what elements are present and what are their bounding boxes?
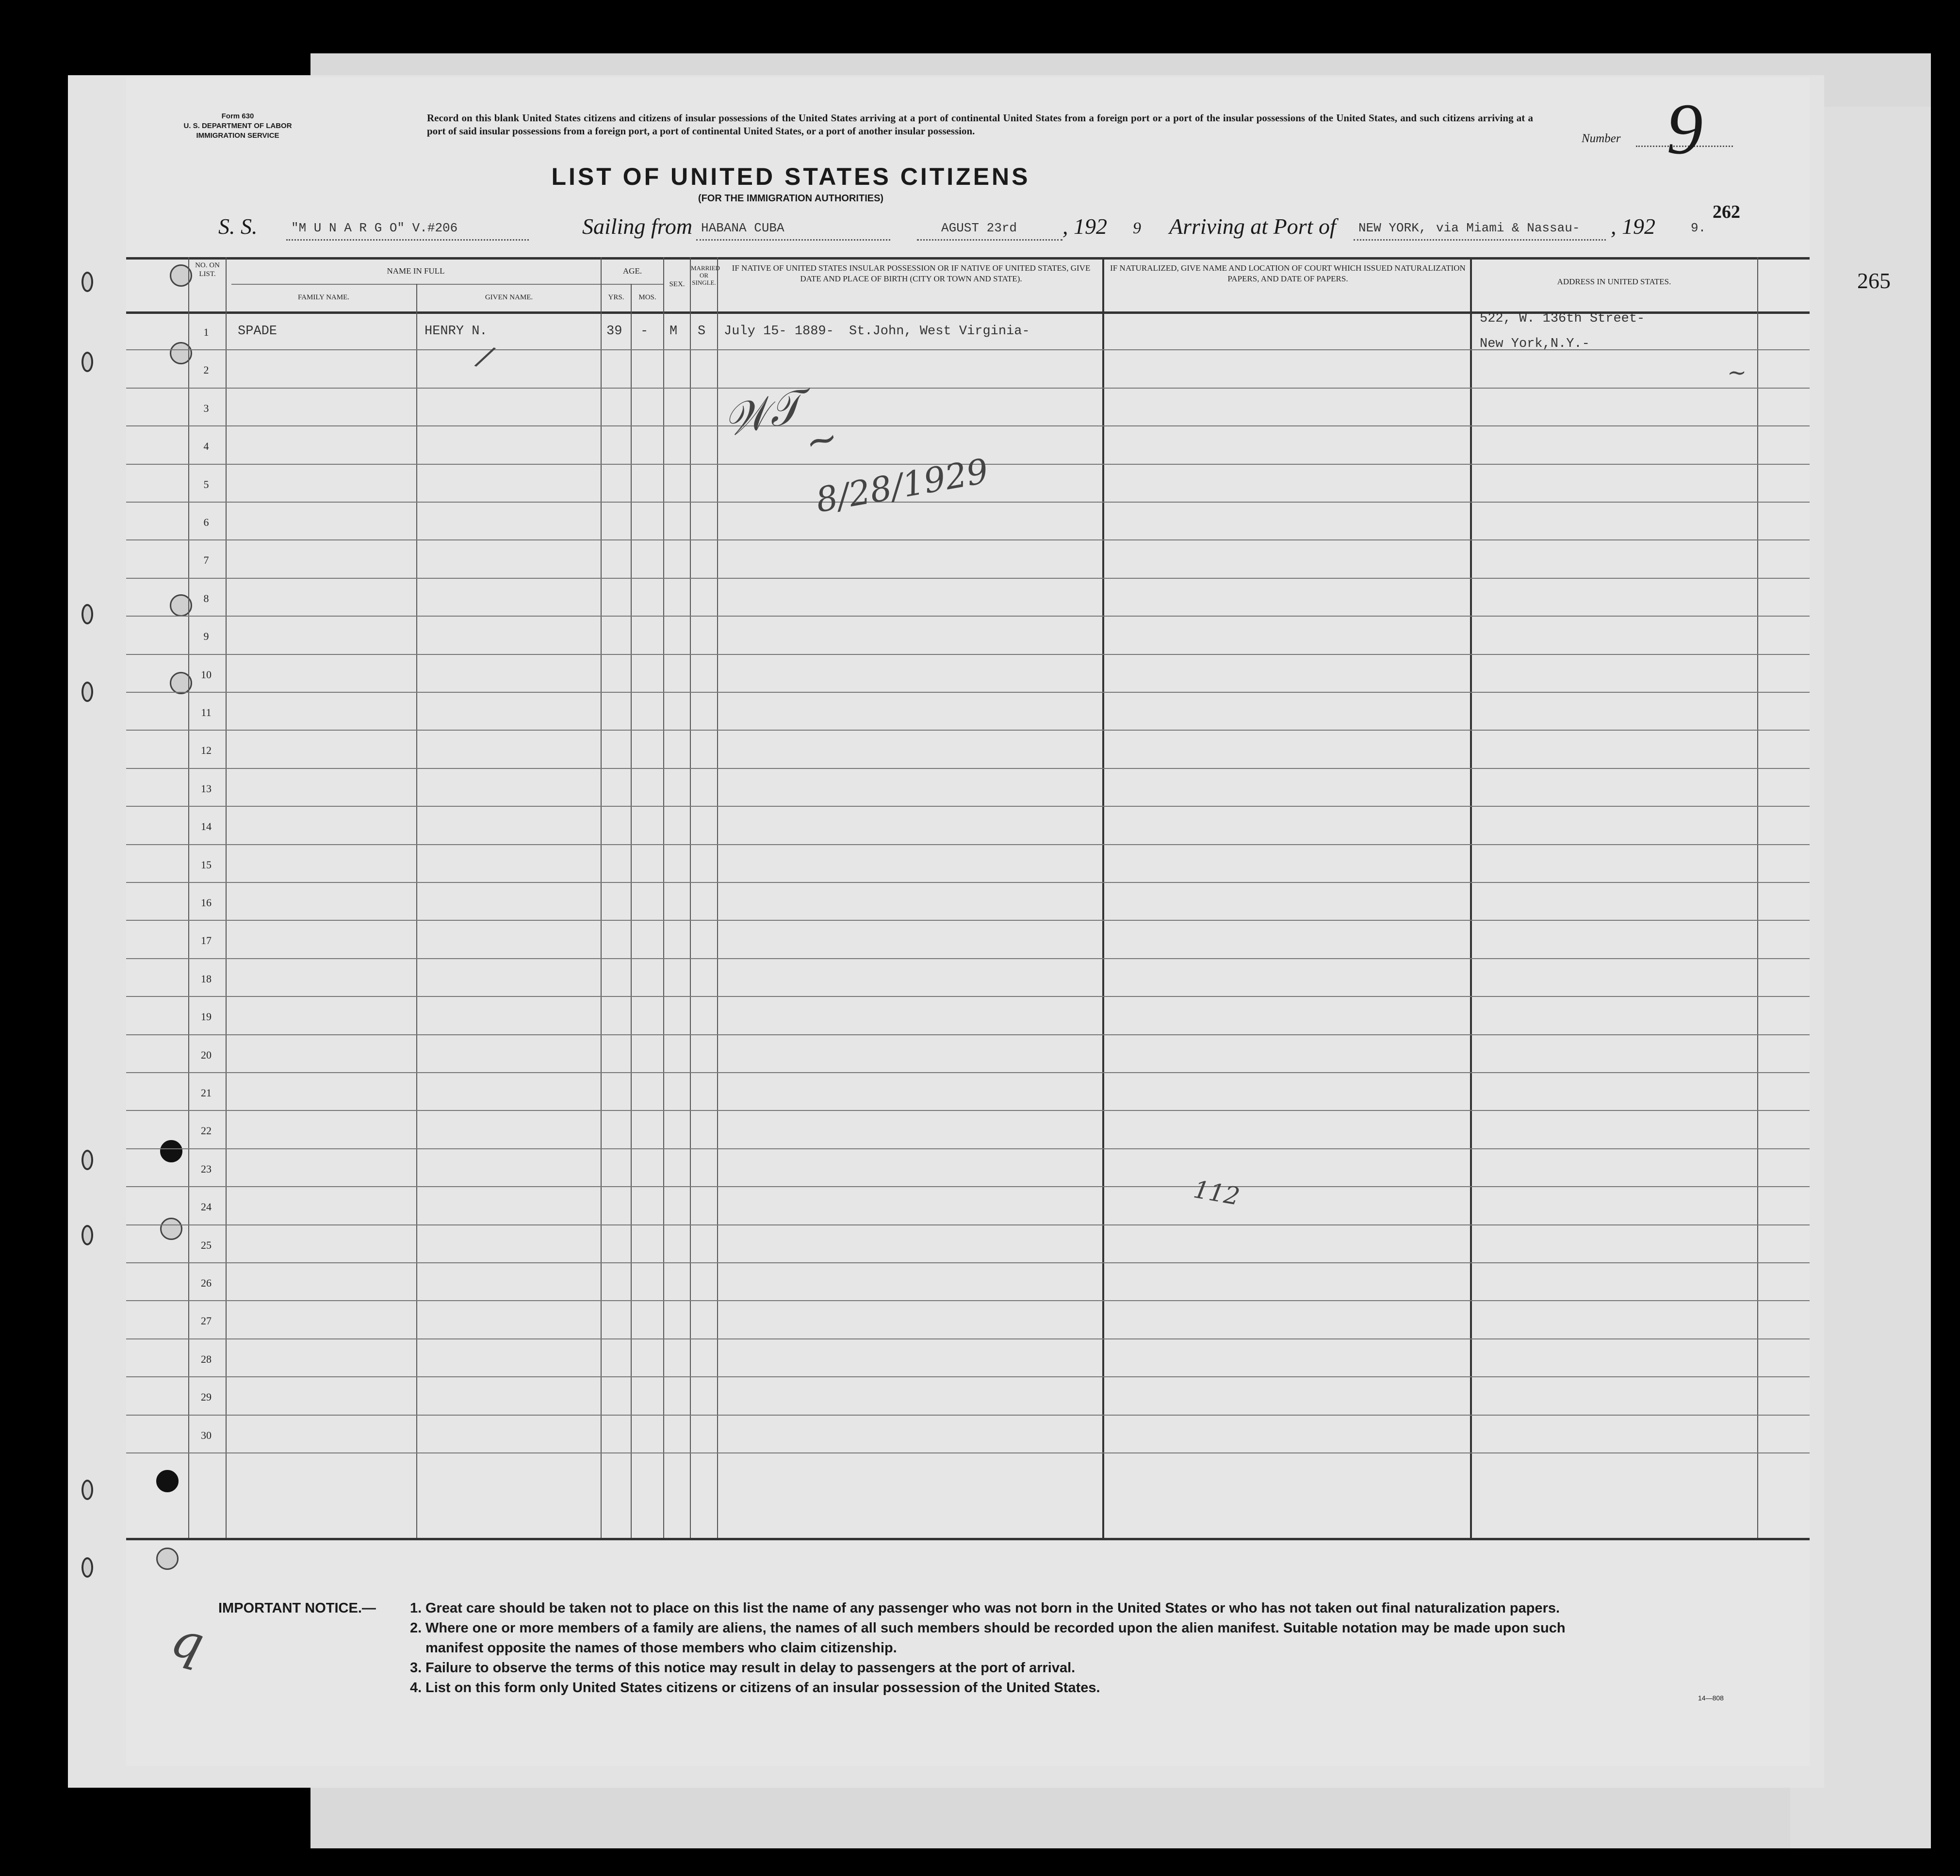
header-age: AGE. <box>622 266 642 276</box>
row-rule <box>126 1224 1810 1225</box>
header-mos: MOS. <box>638 294 656 301</box>
notice-item-text: Great care should be taken not to place on this list the name of any passenger who was not born in the United States or who has not taken out final naturalization papers. <box>425 1600 1560 1616</box>
row-number: 26 <box>201 1277 212 1289</box>
manifest-page <box>126 78 1810 1766</box>
ship-name: "M U N A R G O" V.#206 <box>291 221 458 235</box>
ship-line <box>286 239 529 241</box>
notice-item <box>410 1658 1075 1678</box>
row-number: 10 <box>201 668 212 681</box>
row-rule <box>126 1300 1810 1301</box>
row-number: 27 <box>201 1315 212 1327</box>
stamp-number: 112 <box>1191 1175 1242 1211</box>
row-number: 19 <box>201 1011 212 1023</box>
row-rule <box>126 1376 1810 1377</box>
notice-item-text: manifest opposite the names of those members who claim citizenship. <box>425 1640 897 1656</box>
form-subtitle: (FOR THE IMMIGRATION AUTHORITIES) <box>698 193 884 204</box>
row-rule <box>126 1110 1810 1111</box>
name-subheader-rule <box>231 284 663 285</box>
cell-mos: - <box>640 324 649 339</box>
year2-digit: 9. <box>1691 221 1706 235</box>
table-top-rule <box>126 257 1810 260</box>
col-rule <box>717 257 718 1538</box>
col-rule <box>601 257 602 1538</box>
col-rule <box>631 284 632 1538</box>
row-rule <box>126 502 1810 503</box>
department: U. S. DEPARTMENT OF LABOR <box>183 122 292 130</box>
cell-address2: New York,N.Y.- <box>1480 337 1590 351</box>
header-given-name: GIVEN NAME. <box>485 294 533 301</box>
row-number: 7 <box>203 554 209 567</box>
row-rule <box>126 1186 1810 1187</box>
row-rule <box>126 844 1810 845</box>
cell-sex: M <box>670 324 678 339</box>
notice-item-text: Failure to observe the terms of this notice may result in delay to passengers at the port of arrival. <box>425 1660 1076 1676</box>
notice-item <box>410 1638 897 1658</box>
header-name-in-full: NAME IN FULL <box>387 266 445 276</box>
cell-birth-place: St.John, West Virginia- <box>849 324 1030 339</box>
tick-mark: / <box>474 339 496 375</box>
row-number: 16 <box>201 897 212 909</box>
row-rule <box>126 616 1810 617</box>
service: IMMIGRATION SERVICE <box>196 131 279 140</box>
passenger-table <box>126 257 1810 1538</box>
notice-heading: IMPORTANT NOTICE.— <box>218 1600 376 1616</box>
row-rule <box>126 920 1810 921</box>
row-number: 9 <box>203 630 209 643</box>
punch-hole <box>82 1480 93 1500</box>
row-number: 12 <box>201 744 212 757</box>
handwritten-date: 8/28/1929 <box>813 451 992 521</box>
form-identifier <box>146 112 330 141</box>
handwritten-initials: 𝒲𝒯 <box>718 380 807 447</box>
col-rule <box>690 257 691 1538</box>
col-rule <box>1757 257 1758 1538</box>
row-rule <box>126 1034 1810 1035</box>
row-rule <box>126 1148 1810 1149</box>
sailing-label: Sailing from <box>582 214 693 239</box>
row-rule <box>126 958 1810 959</box>
notice-item-number: 3. <box>410 1660 422 1676</box>
row-rule <box>126 1452 1810 1453</box>
port-to-line <box>1354 239 1606 241</box>
row-number: 11 <box>201 706 212 718</box>
handwritten-check: ~ <box>1727 359 1747 386</box>
row-number: 28 <box>201 1353 212 1365</box>
row-rule <box>126 806 1810 807</box>
col-rule <box>663 257 664 1538</box>
row-number: 30 <box>201 1429 212 1441</box>
row-number: 13 <box>201 782 212 795</box>
punch-hole <box>82 1150 93 1170</box>
cell-family: SPADE <box>238 324 278 339</box>
row-number: 8 <box>203 592 209 604</box>
row-rule <box>126 425 1810 426</box>
year-digit: 9 <box>1133 219 1141 237</box>
cell-married: S <box>698 324 706 339</box>
cell-yrs: 39 <box>606 324 622 339</box>
notice-item <box>410 1599 1560 1618</box>
row-rule <box>126 388 1810 389</box>
punch-hole <box>82 272 93 292</box>
row-number: 24 <box>201 1201 212 1213</box>
row-rule <box>126 730 1810 731</box>
row-number: 1 <box>203 326 209 338</box>
row-rule <box>126 1415 1810 1416</box>
row-rule <box>126 882 1810 883</box>
year-label: , 192 <box>1062 214 1107 239</box>
punch-hole <box>82 604 93 624</box>
col-rule <box>1470 257 1472 1538</box>
row-rule <box>126 578 1810 579</box>
handwritten-mark: ~ <box>800 414 843 466</box>
row-rule <box>126 654 1810 655</box>
row-number: 17 <box>201 934 212 947</box>
row-rule <box>126 1262 1810 1263</box>
col-rule <box>188 257 189 1538</box>
notice-item-number: 4. <box>410 1680 422 1696</box>
row-rule <box>126 996 1810 997</box>
date-line <box>917 239 1062 241</box>
handwritten-q: q <box>165 1610 211 1673</box>
port-from: HABANA CUBA <box>701 221 784 235</box>
row-number: 18 <box>201 972 212 985</box>
arriving-label: Arriving at Port of <box>1169 214 1336 239</box>
ss-label: S. S. <box>218 214 258 239</box>
row-number: 21 <box>201 1087 212 1099</box>
port-to: NEW YORK, <box>1358 221 1427 235</box>
row-number: 29 <box>201 1391 212 1403</box>
punch-hole <box>82 682 93 702</box>
page-number: 262 <box>1713 202 1740 222</box>
port-from-line <box>696 239 890 241</box>
col-rule <box>1102 257 1104 1538</box>
header-yrs: YRS. <box>608 294 624 301</box>
via-ports: via Miami & Nassau- <box>1436 221 1580 235</box>
print-code: 14—808 <box>1698 1694 1724 1702</box>
row-rule <box>126 539 1810 540</box>
cell-birth-date: July 15- 1889- <box>724 324 834 339</box>
header-married-single: MARRIED OR SINGLE. <box>691 264 720 286</box>
row-number: 15 <box>201 858 212 871</box>
list-number: 9 <box>1666 89 1703 169</box>
row-rule <box>126 692 1810 693</box>
adjacent-page-number: 265 <box>1857 268 1891 293</box>
row-number: 5 <box>203 478 209 490</box>
notice-item-number: 2. <box>410 1620 422 1636</box>
year2-label: , 192 <box>1611 214 1655 239</box>
row-number: 2 <box>203 364 209 376</box>
header-naturalized: IF NATURALIZED, GIVE NAME AND LOCATION OF COURT WHICH ISSUED NATURALIZATION PAPERS, AND DATE OF PAPERS. <box>1110 263 1466 283</box>
header-address: ADDRESS IN UNITED STATES. <box>1557 277 1671 286</box>
form-number: Form 630 <box>221 112 254 120</box>
header-sex: SEX. <box>669 280 685 288</box>
col-rule <box>416 284 417 1538</box>
notice-item-number: 1. <box>410 1600 422 1616</box>
notice-item <box>410 1618 1566 1638</box>
row-number: 20 <box>201 1048 212 1061</box>
sailing-date: AGUST 23rd <box>941 221 1017 235</box>
binder-hole <box>156 1548 179 1570</box>
form-instructions: Record on this blank United States citizens and citizens of insular possessions of the United States arriving at a port of continental United States from a foreign port or a port of the insular possessions of the United States, and such citizens arriving at a port of said insular possessions from a foreign port, a port of continental United States, or a port of another insular possession. <box>427 112 1533 137</box>
number-label: Number <box>1582 132 1621 145</box>
row-number: 14 <box>201 820 212 833</box>
row-number: 25 <box>201 1239 212 1251</box>
col-rule <box>226 257 227 1538</box>
row-number: 6 <box>203 516 209 528</box>
header-no: NO. ON LIST. <box>195 261 220 278</box>
cell-address1: 522, W. 136th Street- <box>1480 311 1645 326</box>
row-number: 3 <box>203 402 209 414</box>
row-rule <box>126 1338 1810 1339</box>
punch-hole <box>82 1557 93 1578</box>
punch-hole <box>82 1225 93 1245</box>
punch-hole <box>82 352 93 372</box>
table-bottom-rule <box>126 1538 1810 1540</box>
row-rule <box>126 1072 1810 1073</box>
header-family-name: FAMILY NAME. <box>298 294 349 301</box>
row-number: 22 <box>201 1125 212 1137</box>
header-native: IF NATIVE OF UNITED STATES INSULAR POSSESSION OR IF NATIVE OF UNITED STATES, GIVE DATE AND PLACE OF BIRTH (CITY OR TOWN AND STATE). <box>732 263 1091 283</box>
row-rule <box>126 768 1810 769</box>
row-number: 23 <box>201 1162 212 1175</box>
notice-item-text: List on this form only United States citizens or citizens of an insular possession of the United States. <box>425 1680 1100 1696</box>
cell-given: HENRY N. <box>425 324 488 339</box>
notice-item-text: Where one or more members of a family are aliens, the names of all such members should be recorded upon the alien manifest. Suitable notation may be made upon such <box>425 1620 1566 1636</box>
form-title: LIST OF UNITED STATES CITIZENS <box>551 163 1030 190</box>
notice-item <box>410 1678 1100 1698</box>
row-number: 4 <box>203 440 209 453</box>
